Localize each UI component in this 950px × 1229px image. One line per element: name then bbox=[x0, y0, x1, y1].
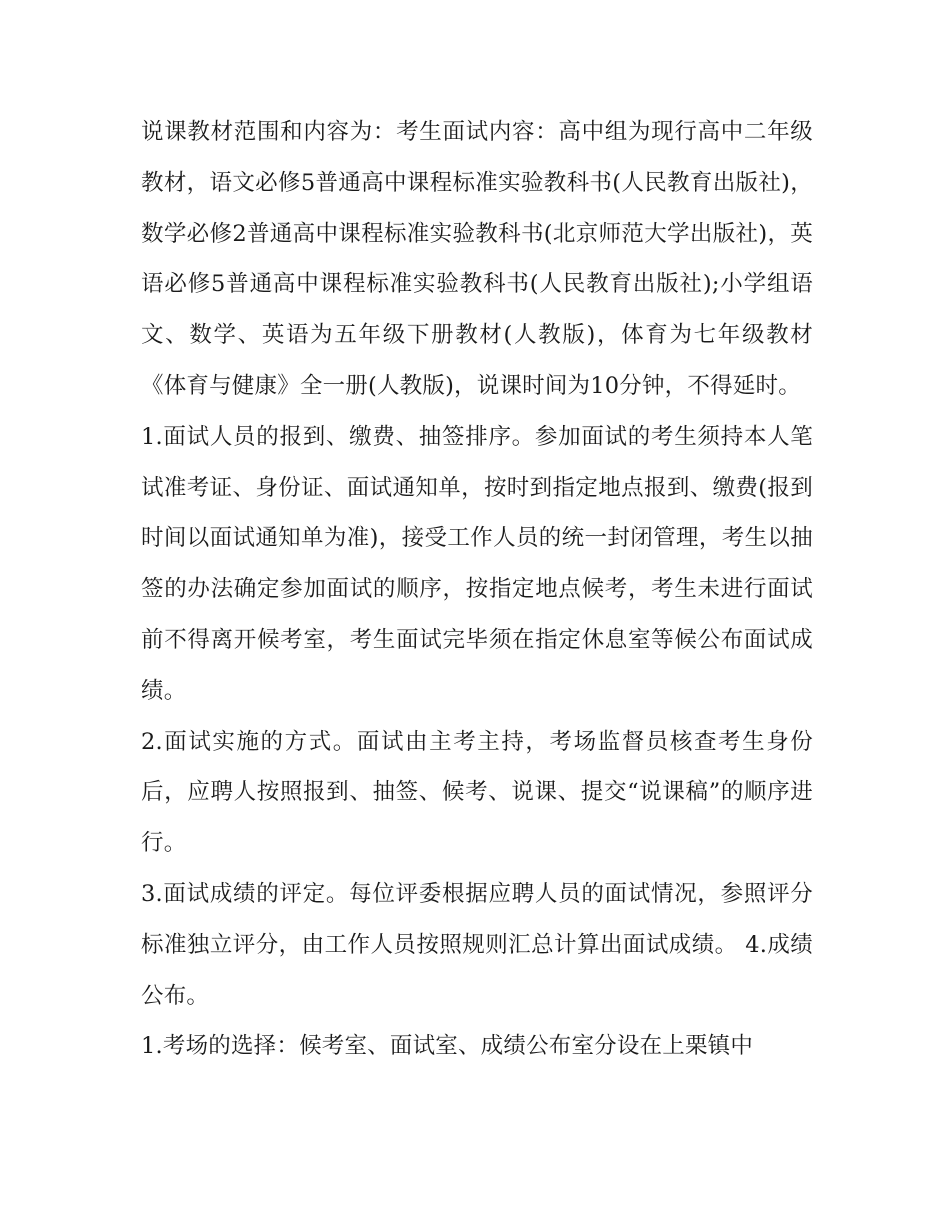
document-body bbox=[141, 107, 813, 1072]
paragraph-item-3: 3.面试成绩的评定。每位评委根据应聘人员的面试情况，参照评分标准独立评分，由工作人员按照规则汇总计算出面试成绩。 4.成绩公布。 bbox=[141, 880, 813, 1009]
paragraph-item-1: 1.面试人员的报到、缴费、抽签排序。参加面试的考生须持本人笔试准考证、身份证、面试通知单，按时到指定地点报到、缴费(报到时间以面试通知单为准)，接受工作人员的统一封闭管理，考生以抽签的办法确定参加面试的顺序，按指定地点候考，考生未进行面试前不得离开候考室，考生面试完毕须在指定休息室等候公布面试成绩。 bbox=[141, 423, 813, 704]
paragraph-intro: 说课教材范围和内容为：考生面试内容：高中组为现行高中二年级教材，语文必修5普通高中课程标准实验教科书(人民教育出版社)，数学必修2普通高中课程标准实验教科书(北京师范大学出版社)，英语必修5普通高中课程标准实验教科书(人民教育出版社);小学组语文、数学、英语为五年级下册教材(人教版)，体育为七年级教材《体育与健康》全一册(人教版)，说课时间为10分钟，不得延时。 bbox=[141, 119, 813, 399]
paragraph-venue: 1.考场的选择：候考室、面试室、成绩公布室分设在上栗镇中 bbox=[141, 1033, 754, 1060]
paragraph-item-2: 2.面试实施的方式。面试由主考主持，考场监督员核查考生身份后，应聘人按照报到、抽签、候考、说课、提交“说课稿”的顺序进行。 bbox=[141, 728, 813, 857]
